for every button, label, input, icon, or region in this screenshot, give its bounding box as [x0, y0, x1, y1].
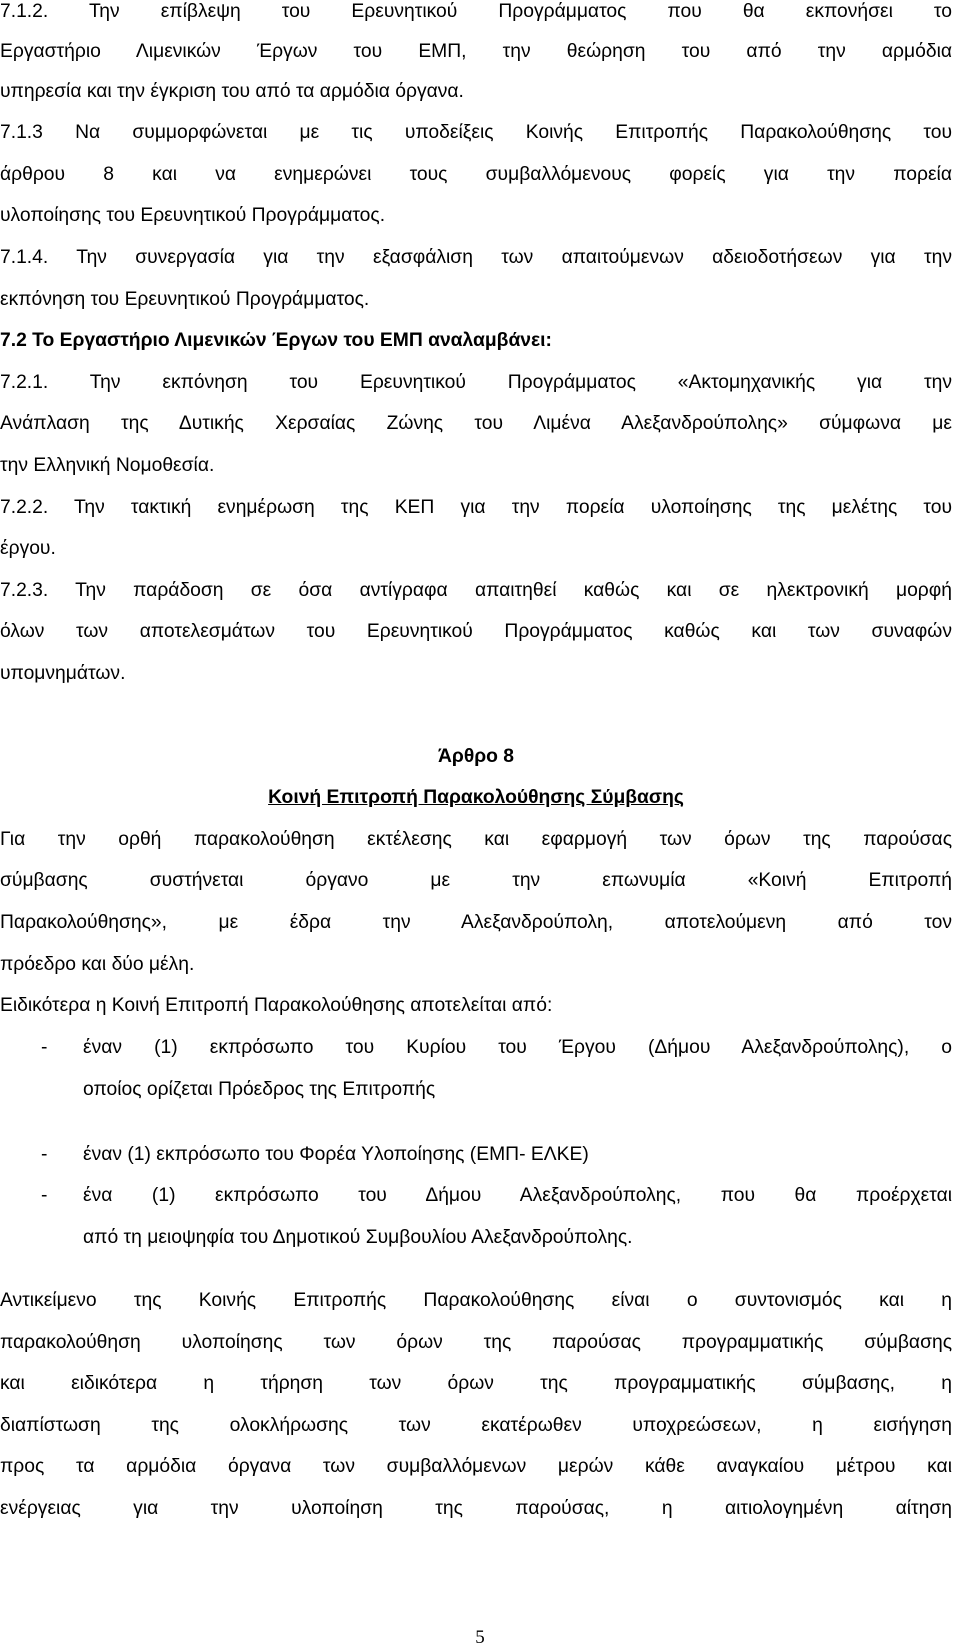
clause-7-2-3-line-3: υπομνημάτων. — [0, 663, 126, 684]
article-subtitle — [0, 786, 952, 810]
article-title: Άρθρο 8 — [437, 746, 515, 767]
clause-7-2-1-line-1: 7.2.1. Την εκπόνηση του Ερευνητικού Προγράμματος «Ακτομηχανικής για την — [0, 372, 952, 393]
article-8-para-1-line-1: Για την ορθή παρακολούθηση εκτέλεσης και εφαρμογή των όρων της παρούσας — [0, 829, 952, 850]
clause-7-1-2-line-2: Εργαστήριο Λιμενικών Έργων του ΕΜΠ, την θεώρηση του από την αρμόδια — [0, 41, 952, 62]
clause-7-2-1-line-2: Ανάπλαση της Δυτικής Χερσαίας Ζώνης του Λιμένα Αλεξανδρούπολης» σύμφωνα με — [0, 413, 952, 434]
article-subtitle-text: Κοινή Επιτροπή Παρακολούθησης Σύμβασης — [268, 787, 684, 808]
committee-purpose-line-6: ενέργειας για την υλοποίηση της παρούσας, η αιτιολογημένη αίτηση — [0, 1498, 952, 1519]
clause-7-2-2-line-2: έργου. — [0, 538, 56, 559]
article-8-para-1-line-4: πρόεδρο και δύο μέλη. — [0, 954, 195, 975]
clause-7-2-3-line-2: όλων των αποτελεσμάτων του Ερευνητικού Προγράμματος καθώς και των συναφών — [0, 621, 952, 642]
section-7-2-heading: 7.2 Το Εργαστήριο Λιμενικών Έργων του ΕΜΠ αναλαμβάνει: — [0, 330, 552, 351]
member-2-line-1: έναν (1) εκπρόσωπο του Φορέα Υλοποίησης (ΕΜΠ- ΕΛΚΕ) — [83, 1144, 589, 1165]
page-number: 5 — [475, 1627, 485, 1648]
clause-7-1-3-line-2: άρθρου 8 και να ενημερώνει τους συμβαλλόμενους φορείς για την πορεία — [0, 164, 952, 185]
clause-7-1-2-line-3: υπηρεσία και την έγκριση του από τα αρμόδια όργανα. — [0, 81, 464, 102]
clause-7-2-2-line-1: 7.2.2. Την τακτική ενημέρωση της ΚΕΠ για την πορεία υλοποίησης της μελέτης του — [0, 497, 952, 518]
clause-7-1-2-line-1: 7.1.2. Την επίβλεψη του Ερευνητικού Προγράμματος που θα εκπονήσει το — [0, 1, 952, 22]
clause-7-2-1-line-3: την Ελληνική Νομοθεσία. — [0, 455, 215, 476]
article-8-para-1-line-2: σύμβασης συστήνεται όργανο με την επωνυμία «Κοινή Επιτροπή — [0, 870, 952, 891]
member-3-line-1: ένα (1) εκπρόσωπο του Δήμου Αλεξανδρούπολης, που θα προέρχεται — [83, 1185, 952, 1206]
committee-purpose-line-5: προς τα αρμόδια όργανα των συμβαλλόμενων μερών κάθε αναγκαίου μέτρου και — [0, 1456, 952, 1477]
list-dash: - — [41, 1037, 48, 1058]
committee-purpose-line-2: παρακολούθηση υλοποίησης των όρων της παρούσας προγραμματικής σύμβασης — [0, 1332, 952, 1353]
committee-purpose-line-1: Αντικείμενο της Κοινής Επιτροπής Παρακολούθησης είναι ο συντονισμός και η — [0, 1290, 952, 1311]
clause-7-1-4-line-1: 7.1.4. Την συνεργασία για την εξασφάλιση των απαιτούμενων αδειοδοτήσεων για την — [0, 247, 952, 268]
committee-purpose-line-3: και ειδικότερα η τήρηση των όρων της προγραμματικής σύμβασης, η — [0, 1373, 952, 1394]
committee-purpose-line-4: διαπίστωση της ολοκλήρωσης των εκατέρωθεν υποχρεώσεων, η εισήγηση — [0, 1415, 952, 1436]
clause-7-1-4-line-2: εκπόνηση του Ερευνητικού Προγράμματος. — [0, 289, 370, 310]
member-3-line-2: από τη μειοψηφία του Δημοτικού Συμβουλίου Αλεξανδρούπολης. — [83, 1227, 633, 1248]
list-dash: - — [41, 1185, 48, 1206]
clause-7-1-3-line-1: 7.1.3 Να συμμορφώνεται με τις υποδείξεις Κοινής Επιτροπής Παρακολούθησης του — [0, 122, 952, 143]
member-1-line-2: οποίος ορίζεται Πρόεδρος της Επιτροπής — [83, 1079, 436, 1100]
article-8-para-1-line-3: Παρακολούθησης», με έδρα την Αλεξανδρούπολη, αποτελούμενη από τον — [0, 912, 952, 933]
committee-composition-intro: Ειδικότερα η Κοινή Επιτροπή Παρακολούθησης αποτελείται από: — [0, 995, 553, 1016]
clause-7-2-3-line-1: 7.2.3. Την παράδοση σε όσα αντίγραφα απαιτηθεί καθώς και σε ηλεκτρονική μορφή — [0, 580, 952, 601]
list-dash: - — [41, 1144, 48, 1165]
member-1-line-1: έναν (1) εκπρόσωπο του Κυρίου του Έργου (Δήμου Αλεξανδρούπολης), ο — [83, 1037, 952, 1058]
clause-7-1-3-line-3: υλοποίησης του Ερευνητικού Προγράμματος. — [0, 205, 386, 226]
